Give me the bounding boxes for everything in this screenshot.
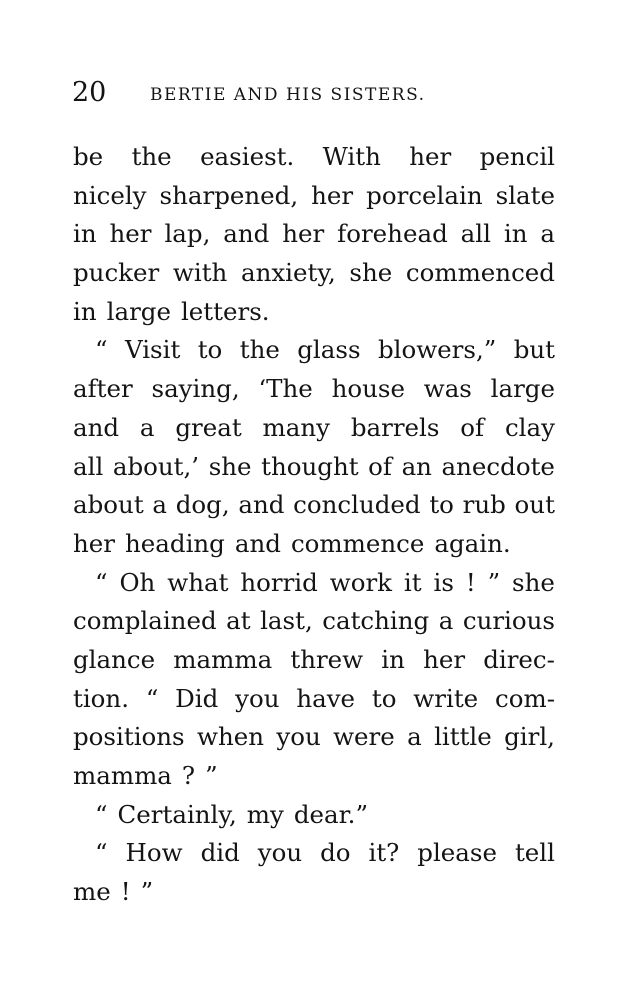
text-line: “ Visit to the glass blowers,” but — [95, 335, 555, 365]
text-line: all about,’ she thought of an anecdote — [73, 451, 555, 481]
text-line: in her lap, and her forehead all in a — [73, 219, 555, 249]
text-line: mamma ? ” — [73, 761, 218, 790]
text-line: in large letters. — [73, 296, 270, 326]
text-line: her heading and commence again. — [73, 528, 511, 558]
page-number: 20 — [72, 77, 107, 108]
page-header — [72, 78, 554, 110]
text-line: after saying, ‘The house was large — [73, 374, 555, 404]
running-head: BERTIE AND HIS SISTERS. — [150, 85, 426, 105]
text-line: and a great many barrels of clay — [73, 412, 555, 442]
text-line: pucker with anxiety, she commenced — [73, 258, 555, 288]
text-line: be the easiest. With her pencil — [73, 142, 555, 171]
text-line: nicely sharpened, her porcelain slate — [73, 180, 555, 210]
text-line: about a dog, and concluded to rub out — [73, 490, 555, 520]
body-text — [73, 138, 555, 912]
text-line: “ How did you do it? please tell — [95, 838, 555, 868]
text-line: tion. “ Did you have to write com- — [73, 683, 555, 713]
text-line: complained at last, catching a curious — [73, 606, 555, 636]
text-line: “ Certainly, my dear.” — [95, 799, 368, 829]
text-line: positions when you were a little girl, — [73, 722, 555, 752]
text-line: “ Oh what horrid work it is ! ” she — [95, 567, 555, 597]
text-line: me ! ” — [73, 877, 154, 907]
text-line: glance mamma threw in her direc- — [73, 644, 555, 674]
